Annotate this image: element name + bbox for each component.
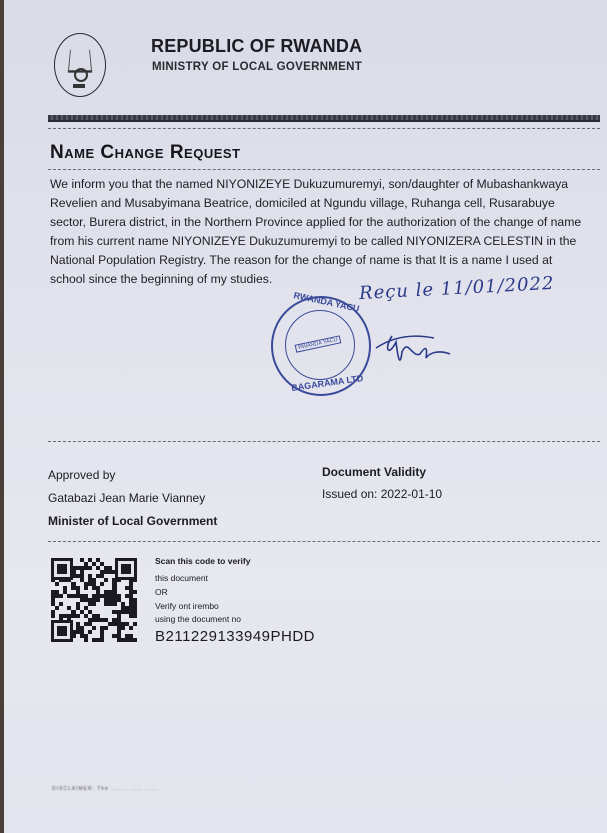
- body-line: sector, Burera district, in the Northern Province applied for the authorization of the change of name: [50, 215, 582, 230]
- issued-date: Issued on: 2022-01-10: [322, 487, 443, 501]
- body-line: National Population Registry. The reason for the change of name is that It is a name I used at: [50, 253, 553, 268]
- ministry-heading: MINISTRY OF LOCAL GOVERNMENT: [152, 61, 363, 73]
- document-validity-label: Document Validity: [322, 465, 427, 479]
- company-stamp-icon: [271, 290, 371, 396]
- verify-instruction: this document: [155, 573, 208, 583]
- qr-finder-icon: [51, 558, 73, 580]
- verify-instruction: Verify ont irembo: [155, 601, 219, 611]
- body-line: from his current name NIYONIZEYE Dukuzumuremyi to be called NIYONIZERA CELESTIN in the: [50, 234, 577, 249]
- approver-name: Gatabazi Jean Marie Vianney: [48, 491, 206, 505]
- document-page: [4, 0, 607, 833]
- body-line: We inform you that the named NIYONIZEYE Dukuzumuremyi, son/daughter of Mubashankwaya: [50, 177, 568, 191]
- verify-instruction: Scan this code to verify: [155, 556, 251, 566]
- document-number: B211229133949PHDD: [155, 628, 316, 645]
- country-heading: REPUBLIC OF RWANDA: [151, 36, 363, 56]
- section-divider: [48, 441, 600, 442]
- qr-finder-icon: [51, 620, 73, 642]
- disclaimer-text: DISCLAIMER: The ....... ..... ......: [52, 786, 160, 792]
- title-divider: [48, 169, 600, 170]
- stamp-bottom-text: BAGARAMA LTD: [290, 373, 364, 393]
- stamp-center-text: RWANDA YACU: [295, 335, 342, 352]
- section-divider: [48, 541, 600, 542]
- stamp-top-text: RWANDA YACU: [292, 290, 361, 314]
- verify-instruction: using the document no: [155, 614, 242, 624]
- handwritten-received-note: Reçu le 11/01/2022: [358, 272, 555, 305]
- verify-instruction: OR: [155, 587, 168, 597]
- body-line: Revelien and Musabyimana Beatrice, domiciled at Ngundu village, Ruhanga cell, Rusarabuye: [50, 196, 555, 211]
- qr-finder-icon: [115, 558, 137, 580]
- header-divider-thin: [48, 128, 600, 129]
- approved-by-label: Approved by: [48, 468, 116, 482]
- document-title: Name Change Request: [50, 142, 241, 163]
- header-divider: [48, 115, 600, 122]
- document-body: [50, 175, 605, 290]
- body-line: school since the beginning of my studies.: [50, 272, 273, 287]
- signature-icon: [374, 328, 454, 385]
- approver-role: Minister of Local Government: [48, 514, 218, 528]
- coat-of-arms-icon: [54, 33, 106, 97]
